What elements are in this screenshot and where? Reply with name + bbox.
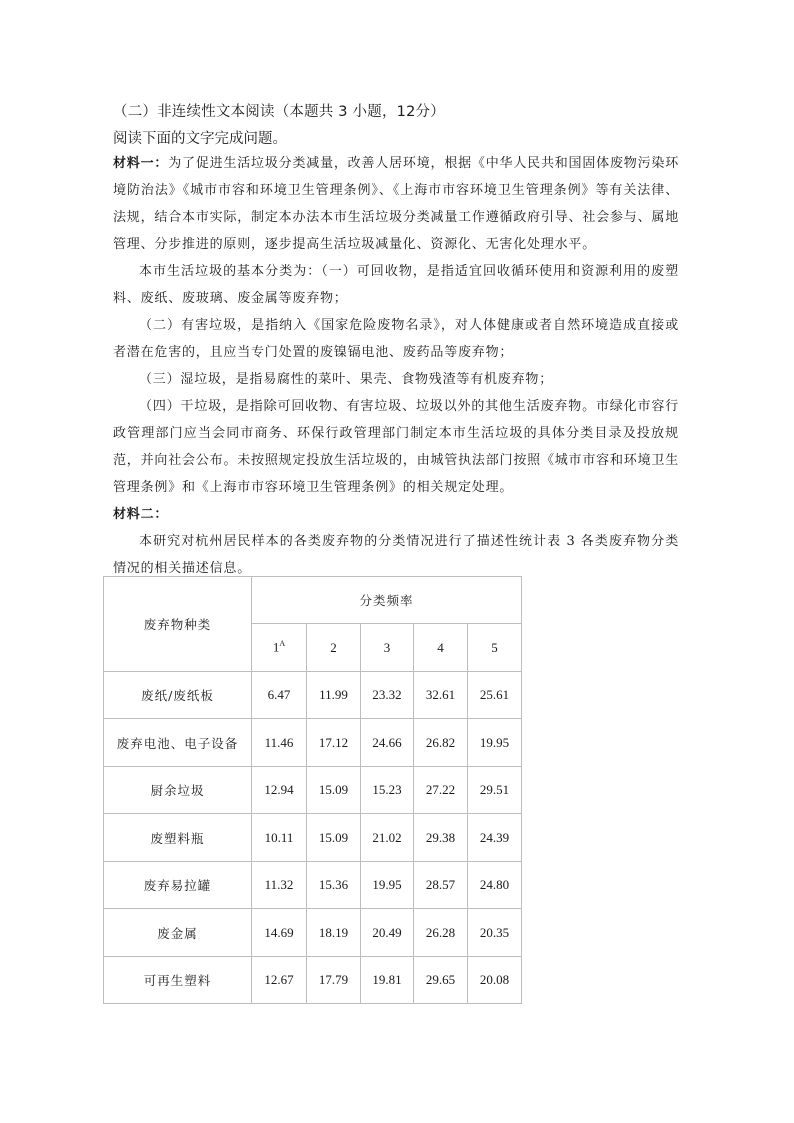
value-cell: 15.09 bbox=[307, 814, 361, 862]
value-cell: 15.36 bbox=[307, 862, 361, 909]
value-cell: 18.19 bbox=[307, 909, 361, 957]
value-cell: 15.23 bbox=[361, 767, 414, 814]
row-name-cell: 厨余垃圾 bbox=[104, 767, 252, 814]
value-cell: 19.95 bbox=[468, 719, 522, 767]
value-cell: 24.80 bbox=[468, 862, 522, 909]
value-cell: 24.39 bbox=[468, 814, 522, 862]
table-row bbox=[104, 957, 522, 1004]
value-cell: 20.35 bbox=[468, 909, 522, 957]
material2-label-line bbox=[113, 501, 679, 528]
material1-paragraph bbox=[113, 150, 679, 258]
group-header-cell: 分类频率 bbox=[252, 577, 522, 624]
value-cell: 15.09 bbox=[307, 767, 361, 814]
col-header-4: 4 bbox=[414, 624, 468, 672]
table-row bbox=[104, 672, 522, 719]
instruction-text: 阅读下面的文字完成问题。 bbox=[113, 131, 287, 147]
col-header-2: 2 bbox=[307, 624, 361, 672]
row-name-cell: 废金属 bbox=[104, 909, 252, 957]
value-cell: 26.28 bbox=[414, 909, 468, 957]
waste-classification-table bbox=[103, 576, 522, 1004]
material1-classification-intro: 本市生活垃圾的基本分类为：（一）可回收物，是指适宜回收循环使用和资源利用的废塑料、废纸、废玻璃、废金属等废弃物； bbox=[113, 264, 679, 306]
row-name-cell: 废弃电池、电子设备 bbox=[104, 719, 252, 767]
col-header-1-label: 1 bbox=[272, 639, 280, 655]
value-cell: 11.46 bbox=[252, 719, 307, 767]
col-header-3: 3 bbox=[361, 624, 414, 672]
value-cell: 12.94 bbox=[252, 767, 307, 814]
table-row bbox=[104, 909, 522, 957]
value-cell: 23.32 bbox=[361, 672, 414, 719]
row-name-cell: 废纸/废纸板 bbox=[104, 672, 252, 719]
material1-dry-waste: （四）干垃圾，是指除可回收物、有害垃圾、垃圾以外的其他生活废弃物。市绿化市容行政管理部门应当会同市商务、环保行政管理部门制定本市生活垃圾的具体分类目录及投放规范，并向社会公布。未按照规定投放生活垃圾的，由城管执法部门按照《城市市容和环境卫生管理条例》和《上海市市容环境卫生管理条例》的相关规定处理。 bbox=[113, 399, 679, 495]
row-name-cell: 可再生塑料 bbox=[104, 957, 252, 1004]
row-name-cell: 废塑料瓶 bbox=[104, 814, 252, 862]
material1-text: 为了促进生活垃圾分类减量，改善人居环境，根据《中华人民共和国固体废物污染环境防治法》《城市市容和环境卫生管理条例》、《上海市市容环境卫生管理条例》等有关法律、法规，结合本市实际，制定本办法本市生活垃圾分类减量工作遵循政府引导、社会参与、属地管理、分步推进的原则，逐步提高生活垃圾减量化、资源化、无害化处理水平。 bbox=[113, 156, 679, 252]
col-header-1-sup: A bbox=[279, 639, 286, 649]
value-cell: 21.02 bbox=[361, 814, 414, 862]
value-cell: 11.99 bbox=[307, 672, 361, 719]
value-cell: 29.65 bbox=[414, 957, 468, 1004]
material1-label: 材料一： bbox=[113, 156, 169, 171]
value-cell: 12.67 bbox=[252, 957, 307, 1004]
value-cell: 32.61 bbox=[414, 672, 468, 719]
row-name-cell: 废弃易拉罐 bbox=[104, 862, 252, 909]
value-cell: 20.49 bbox=[361, 909, 414, 957]
value-cell: 27.22 bbox=[414, 767, 468, 814]
value-cell: 14.69 bbox=[252, 909, 307, 957]
table-row bbox=[104, 862, 522, 909]
col-header-1 bbox=[252, 624, 307, 672]
section-title: （二）非连续性文本阅读（本题共 3 小题，12分） bbox=[113, 104, 445, 120]
value-cell: 6.47 bbox=[252, 672, 307, 719]
material2-paragraph: 本研究对杭州居民样本的各类废弃物的分类情况进行了描述性统计表 3 各类废弃物分类情况的相关描述信息。 bbox=[113, 534, 679, 576]
value-cell: 20.08 bbox=[468, 957, 522, 1004]
value-cell: 11.32 bbox=[252, 862, 307, 909]
value-cell: 19.81 bbox=[361, 957, 414, 1004]
value-cell: 29.51 bbox=[468, 767, 522, 814]
value-cell: 28.57 bbox=[414, 862, 468, 909]
table-row bbox=[104, 719, 522, 767]
value-cell: 26.82 bbox=[414, 719, 468, 767]
value-cell: 10.11 bbox=[252, 814, 307, 862]
col-header-5: 5 bbox=[468, 624, 522, 672]
value-cell: 17.12 bbox=[307, 719, 361, 767]
material1-wet-waste: （三）湿垃圾，是指易腐性的菜叶、果壳、食物残渣等有机废弃物； bbox=[139, 372, 554, 387]
value-cell: 29.38 bbox=[414, 814, 468, 862]
table-row bbox=[104, 814, 522, 862]
value-cell: 25.61 bbox=[468, 672, 522, 719]
value-cell: 24.66 bbox=[361, 719, 414, 767]
material1-hazardous-waste: （二）有害垃圾，是指纳入《国家危险废物名录》，对人体健康或者自然环境造成直接或者潜在危害的，且应当专门处置的废镍镉电池、废药品等废弃物； bbox=[113, 318, 679, 360]
material2-label: 材料二： bbox=[113, 507, 169, 522]
value-cell: 17.79 bbox=[307, 957, 361, 1004]
value-cell: 19.95 bbox=[361, 862, 414, 909]
table-row bbox=[104, 767, 522, 814]
row-header-cell: 废弃物种类 bbox=[104, 577, 252, 672]
